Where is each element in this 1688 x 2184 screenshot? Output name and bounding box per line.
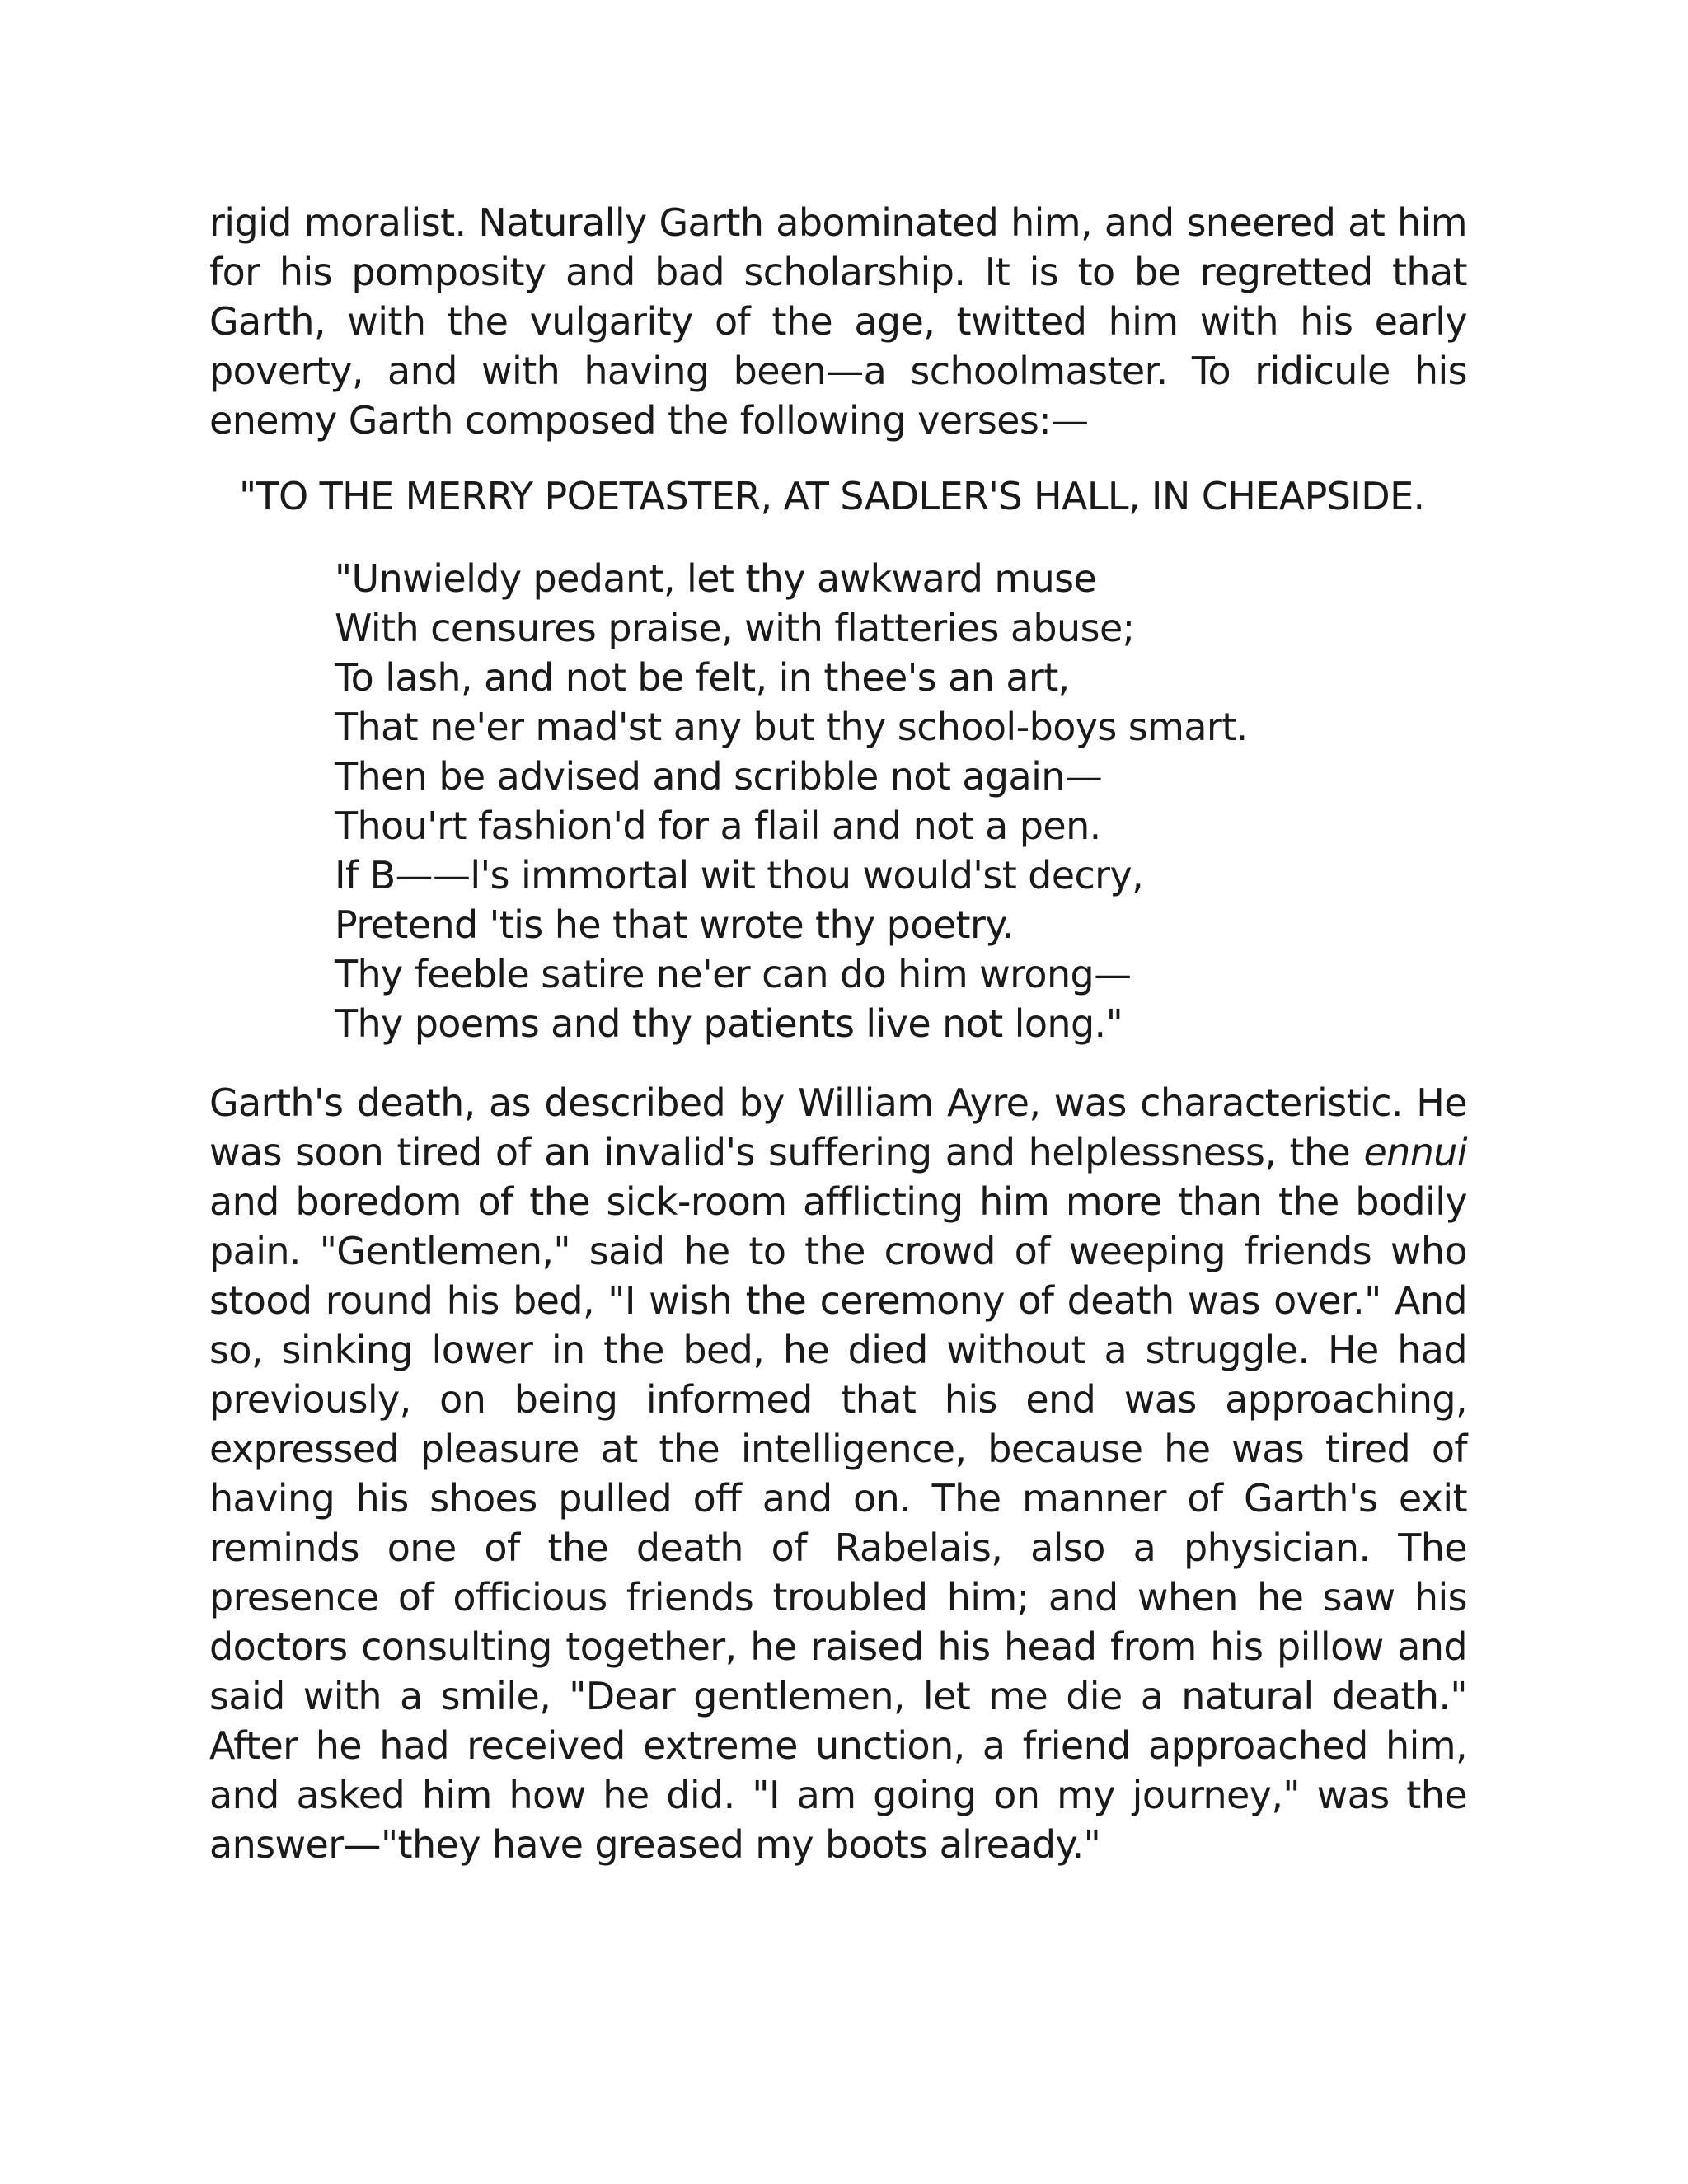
poem-line: To lash, and not be felt, in thee's an art,	[335, 655, 1070, 700]
poem-verses	[335, 554, 1248, 1048]
paragraph-text-segment: and boredom of the sick-room afflicting him more than the bodily pain. "Gentlemen," said he to the crowd of weeping friends who stood round his bed, "I wish the ceremony of death was over." And so, sinking lower in the bed, he died without a struggle. He had previously, on being informed that his end was approaching, expressed pleasure at the intelligence, because he was tired of having his shoes pulled off and on. The manner of Garth's exit reminds one of the death of Rabelais, also a physician. The presence of officious friends troubled him; and when he saw his doctors consulting together, he raised his head from his pillow and said with a smile, "Dear gentlemen, let me die a natural death." After he had received extreme unction, a friend approached him, and asked him how he did. "I am going on my journey," was the answer—"they have greased my boots already."	[209, 1179, 1467, 1867]
poem-line: Thou'rt fashion'd for a flail and not a pen.	[335, 804, 1101, 848]
paragraph-text-segment: Garth's death, as described by William Ayre, was characteristic. He was soon tired of an invalid's suffering and helplessness, the	[209, 1080, 1467, 1174]
poem-line: Pretend 'tis he that wrote thy poetry.	[335, 902, 1014, 947]
paragraph-garth-death	[209, 1078, 1467, 1869]
poem-line: That ne'er mad'st any but thy school-boys smart.	[335, 705, 1248, 749]
poem-line: Thy poems and thy patients live not long."	[335, 1001, 1123, 1046]
poem-title: "TO THE MERRY POETASTER, AT SADLER'S HALL, IN CHEAPSIDE.	[239, 474, 1425, 518]
paragraph-garth-enemy: rigid moralist. Naturally Garth abominated him, and sneered at him for his pomposity and bad scholarship. It is to be regretted that Garth, with the vulgarity of the age, twitted him with his early poverty, and with having been—a schoolmaster. To ridicule his enemy Garth composed the following verses:—	[209, 200, 1467, 443]
poem-line: If B——l's immortal wit thou would'st decry,	[335, 853, 1144, 898]
poem-line: With censures praise, with flatteries abuse;	[335, 606, 1135, 650]
poem-line: Thy feeble satire ne'er can do him wrong—	[335, 952, 1132, 996]
poem-line: Then be advised and scribble not again—	[335, 754, 1103, 799]
poem-line: "Unwieldy pedant, let thy awkward muse	[335, 556, 1097, 601]
italic-word-ennui: ennui	[1363, 1130, 1467, 1174]
